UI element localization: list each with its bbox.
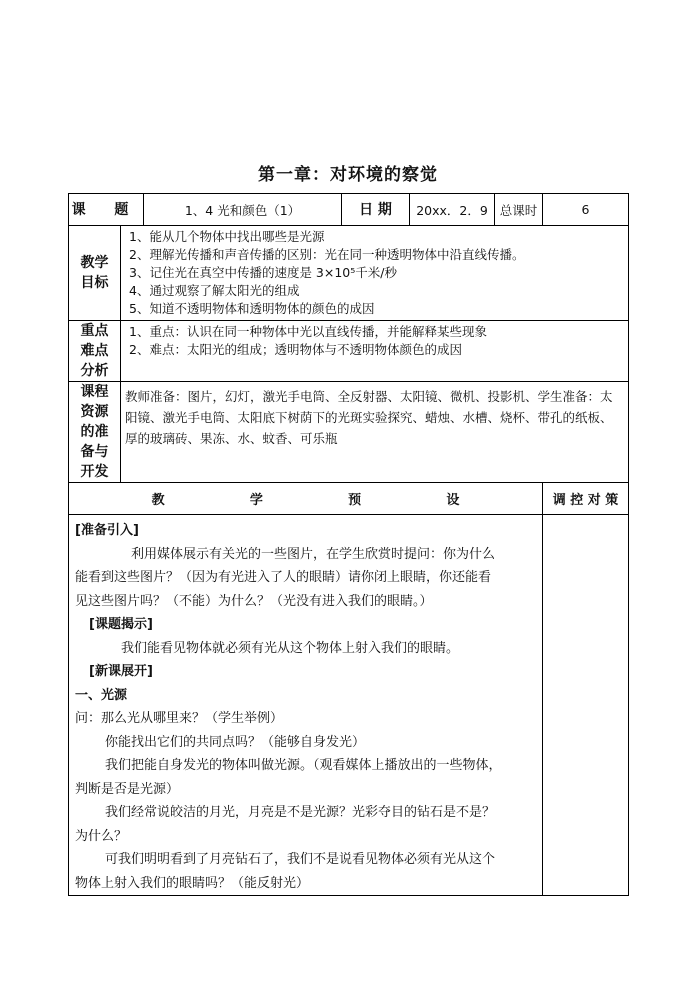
keypoints-row — [69, 321, 629, 382]
topic-line: 我们能看见物体就必须有光从这个物体上射入我们的眼睛。 — [121, 640, 460, 656]
hours-label: 总课时 — [495, 194, 543, 226]
paragraph-line: 我们经常说皎洁的月光，月亮是不是光源？光彩夺目的钻石是不是？ — [105, 805, 496, 820]
topic-value: 1、4 光和颜色（1） — [144, 194, 342, 226]
resources-text: 教师准备：图片，幻灯，激光手电筒、全反射器、太阳镜、微机、投影机、学生准备：太阳镜、激光手电筒、太阳底下树荫下的光斑实验探究、蜡烛、水槽、烧杯、带孔的纸板、厚的玻璃砖、果冻、水、蚊香、可乐瓶 — [121, 382, 629, 483]
intro-heading: [准备引入] — [75, 523, 139, 538]
date-label: 日 期 — [342, 194, 410, 226]
header-row — [69, 194, 629, 226]
plan-header: 教 学 预 设 — [69, 483, 543, 515]
section-heading: 一、光源 — [75, 687, 128, 703]
paragraph-line: 可我们明明看到了月亮钻石了，我们不是说看见物体必须有光从这个 — [105, 852, 496, 867]
paragraph-line: 判断是否是光源） — [75, 781, 180, 797]
intro-line: 见这些图片吗？（不能）为什么？（光没有进入我们的眼睛。） — [75, 593, 433, 609]
keypoint-item: 2、难点：太阳光的组成；透明物体与不透明物体颜色的成因 — [129, 342, 462, 357]
plan-body-row — [69, 515, 629, 896]
page-title: 第一章：对环境的察觉 — [258, 165, 438, 185]
objectives-label: 教学 目标 — [69, 226, 121, 321]
hours-value: 6 — [543, 194, 629, 226]
objective-item: 2、理解光传播和声音传播的区别：光在同一种透明物体中沿直线传播。 — [129, 247, 525, 262]
plan-body — [69, 515, 543, 896]
topic-label: 课 题 — [69, 194, 144, 226]
objective-item: 5、知道不透明物体和透明物体的颜色的成因 — [129, 301, 375, 316]
keypoints-label: 重点 难点 分析 — [69, 321, 121, 382]
keypoints-list — [121, 321, 629, 382]
paragraph-line: 为什么？ — [75, 828, 128, 844]
paragraph-line: 物体上射入我们的眼睛吗？（能反射光） — [75, 875, 310, 891]
lesson-plan-table — [68, 193, 629, 896]
objective-item: 1、能从几个物体中找出哪些是光源 — [129, 229, 325, 244]
intro-line: 能看到这些图片？（因为有光进入了人的眼睛）请你闭上眼睛，你还能看 — [75, 570, 492, 585]
date-value: 20xx．2．9 — [410, 194, 495, 226]
objective-item: 3、记住光在真空中传播的速度是 3×10⁵千米/秒 — [129, 265, 397, 280]
new-heading: [新课展开] — [89, 664, 153, 679]
resources-label: 课程 资源 的准 备与 开发 — [69, 382, 121, 483]
control-header: 调 控 对 策 — [543, 483, 629, 515]
paragraph-line: 我们把能自身发光的物体叫做光源。（观看媒体上播放出的一些物体， — [105, 758, 502, 773]
question-line: 问：那么光从哪里来？（学生举例） — [75, 711, 284, 726]
plan-header-row — [69, 483, 629, 515]
resources-row — [69, 382, 629, 483]
topic-heading: [课题揭示] — [89, 617, 153, 632]
objectives-list — [121, 226, 629, 321]
keypoint-item: 1、重点：认识在同一种物体中光以直线传播，并能解释某些现象 — [129, 324, 487, 339]
question-line: 你能找出它们的共同点吗？（能够自身发光） — [105, 734, 366, 750]
control-column — [543, 515, 629, 896]
objective-item: 4、通过观察了解太阳光的组成 — [129, 283, 300, 298]
objectives-row — [69, 226, 629, 321]
intro-line: 利用媒体展示有关光的一些图片，在学生欣赏时提问：你为什么 — [131, 546, 496, 562]
